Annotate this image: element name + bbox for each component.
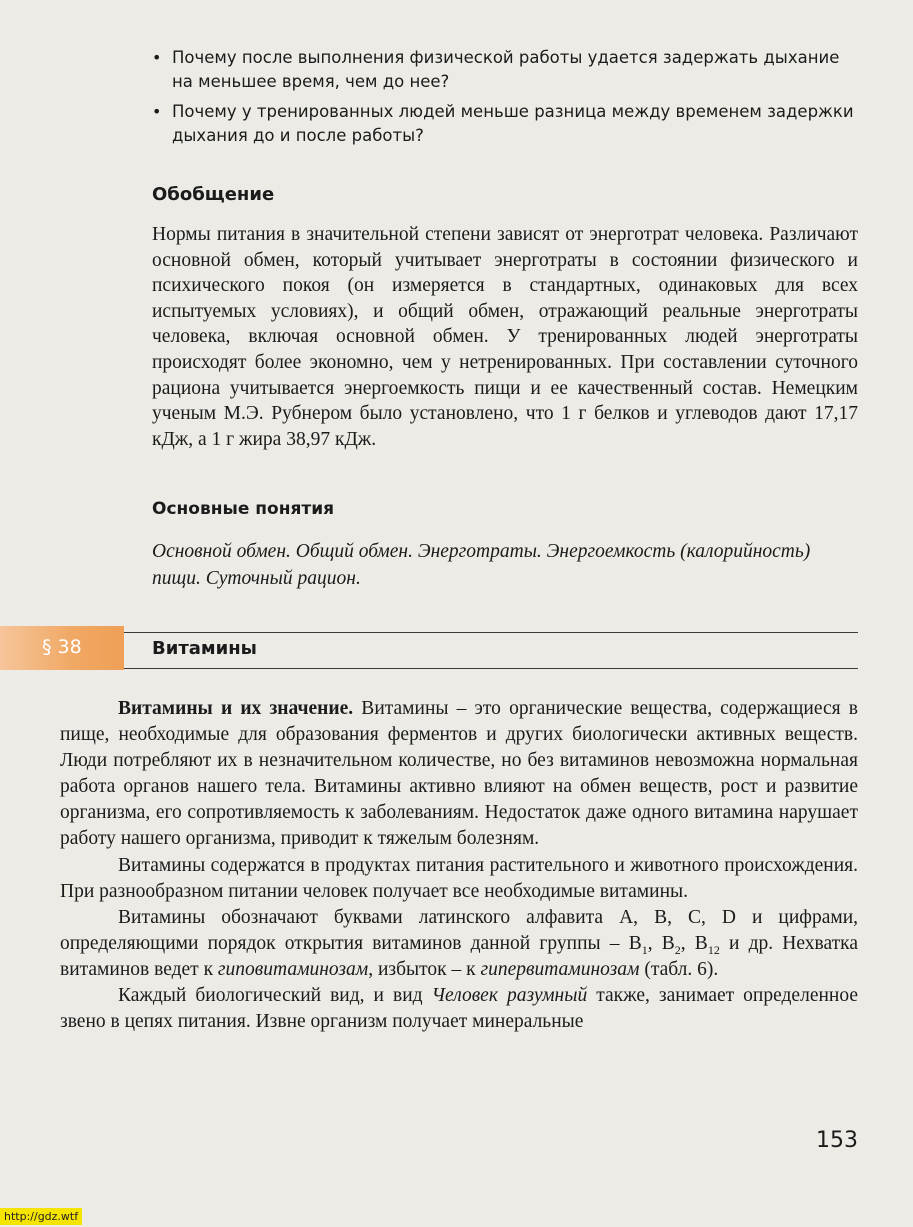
page-number: 153 <box>816 1128 858 1153</box>
text-span: Витамины обозначают буквами латинского алфавита А, В, С, D и цифрами, определяющими порядок открытия витаминов данной группы – В <box>60 906 858 954</box>
text-span: Каждый биологический вид, и вид <box>118 985 432 1007</box>
paragraph-lead: Витамины и их значение. <box>118 698 354 719</box>
concepts-heading: Основные понятия <box>152 499 335 519</box>
paragraph <box>60 905 858 983</box>
text-span: (табл. 6). <box>639 958 719 980</box>
paragraph <box>60 983 858 1035</box>
section-rule-top <box>124 632 858 633</box>
question-list <box>152 46 860 154</box>
bullet-icon: • <box>152 102 162 121</box>
paragraph-text: Витамины – это органические вещества, содержащиеся в пище, необходимые для образования ферментов и других биологически активных веществ. Люди потребляют их в незначительном количестве, но без витаминов невозможна нормальная работа органов нашего тела. Витамины активно влияют на обмен веществ, рост и развитие организма, его сопротивляемость к заболеваниям. Недостаток даже одного витамина нарушает работу нашего организма, приводит к тяжелым болезням. <box>60 698 858 850</box>
question-item <box>152 100 860 148</box>
section-body <box>60 696 858 1035</box>
paragraph: Витамины содержатся в продуктах питания растительного и животного происхождения. При разнообразном питании человек получает все необходимые витамины. <box>60 854 858 902</box>
concepts-text: Основной обмен. Общий обмен. Энерготраты. Энергоемкость (калорийность) пищи. Суточный рацион. <box>152 541 811 589</box>
question-item <box>152 46 860 94</box>
term-hypovitaminosis: гиповитаминозам <box>217 958 369 980</box>
text-span: также, занимает определенное звено в цепях питания. Извне организм получает минеральные <box>60 985 858 1033</box>
paragraph <box>60 696 858 853</box>
question-text: Почему после выполнения физической работы удается задержать дыхание на меньшее время, чем до нее? <box>172 48 840 91</box>
text-span: , В <box>647 932 675 954</box>
question-text: Почему у тренированных людей меньше разница между временем задержки дыхания до и после работы? <box>172 102 854 145</box>
section-rule-bottom <box>124 668 858 669</box>
text-span: , В <box>680 932 708 954</box>
term-homo-sapiens: Человек разумный <box>431 985 588 1007</box>
summary-text: Нормы питания в значительной степени зависят от энерготрат человека. Различают основной обмен, который учитывает энерготраты в состоянии физического и психического покоя (он измеряется в стандартных, одинаковых для всех испытуемых условиях), и общий обмен, отражающий реальные энерготраты человека, включая основной обмен. У тренированных людей энерготраты происходят более экономно, чем у нетренированных. При составлении суточного рациона учитывается энергоемкость пищи и ее качественный состав. Немецким ученым М.Э. Рубнером было установлено, что 1 г белков и углеводов дают 17,17 кДж, а 1 г жира 38,97 кДж. <box>152 224 858 450</box>
text-span: , избыток – к <box>368 958 481 980</box>
watermark-link[interactable]: http://gdz.wtf <box>0 1208 82 1225</box>
bullet-icon: • <box>152 48 162 67</box>
text-span: и др. Нехватка витаминов ведет к <box>60 932 858 980</box>
term-hypervitaminosis: гипервитаминозам <box>480 958 640 980</box>
section-title: Витамины <box>152 638 257 659</box>
subscript: 12 <box>707 942 720 957</box>
summary-heading: Обобщение <box>152 184 275 205</box>
section-number: § 38 <box>42 636 82 658</box>
subscript: 2 <box>674 942 681 957</box>
subscript: 1 <box>641 942 648 957</box>
